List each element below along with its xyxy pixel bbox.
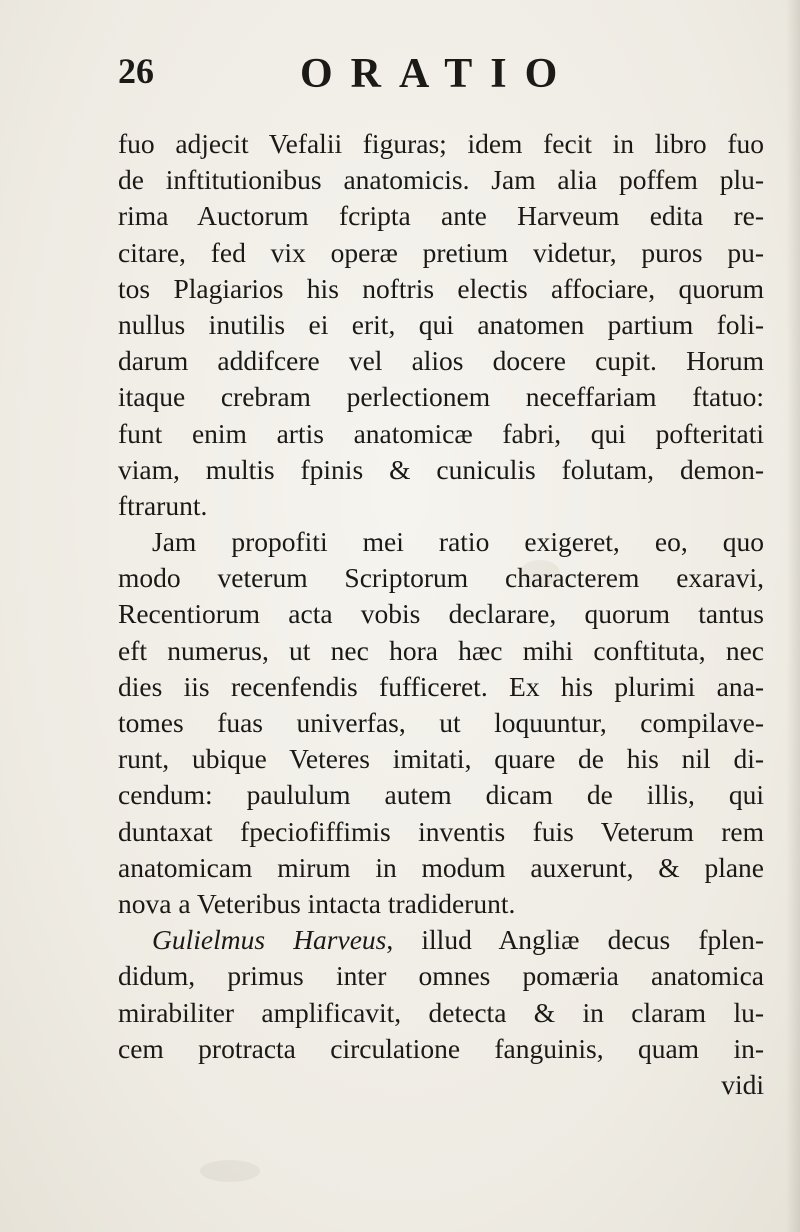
text-line: Recentiorum acta vobis declarare, quorum tantus bbox=[118, 598, 764, 630]
text-line: ftrarunt. bbox=[118, 489, 208, 521]
text-run: , illud Angliæ decus fplen- bbox=[386, 924, 764, 956]
text-line: dies iis recenfendis fufficeret. Ex his plurimi ana- bbox=[118, 670, 764, 702]
text-line: de inftitutionibus anatomicis. Jam alia poffem plu- bbox=[118, 164, 764, 196]
page-number: 26 bbox=[118, 51, 154, 91]
text-line: darum addifcere vel alios docere cupit. Horum bbox=[118, 345, 764, 377]
text-line: runt, ubique Veteres imitati, quare de his nil di- bbox=[118, 743, 764, 775]
text-line: nova a Veteribus intacta tradiderunt. bbox=[118, 887, 516, 919]
text-line: mirabiliter amplificavit, detecta & in claram lu- bbox=[118, 996, 764, 1028]
text-line: eft numerus, ut nec hora hæc mihi conftituta, nec bbox=[118, 634, 764, 666]
text-line: fuo adjecit Vefalii figuras; idem fecit in libro fuo bbox=[118, 128, 764, 159]
author-name: Gulielmus Harveus bbox=[152, 924, 387, 956]
text-line: nullus inutilis ei erit, qui anatomen partium foli- bbox=[118, 308, 764, 340]
body-text bbox=[118, 126, 764, 1103]
page-edge-shadow bbox=[786, 0, 800, 1232]
text-line: anatomicam mirum in modum auxerunt, & plane bbox=[118, 851, 764, 883]
text-line: viam, multis fpinis & cuniculis folutam, demon- bbox=[118, 453, 764, 485]
text-line: rima Auctorum fcripta ante Harveum edita re- bbox=[118, 200, 764, 232]
paper-stain bbox=[200, 1160, 260, 1182]
text-line: funt enim artis anatomicæ fabri, qui pofteritati bbox=[118, 417, 764, 449]
catchword-line bbox=[118, 1067, 764, 1103]
running-title: ORATIO bbox=[300, 51, 576, 97]
page-header bbox=[0, 50, 800, 110]
text-line: cem protracta circulatione fanguinis, quam in- bbox=[118, 1032, 764, 1064]
text-line: Jam propofiti mei ratio exigeret, eo, quo bbox=[152, 526, 764, 558]
text-line: cendum: paululum autem dicam de illis, qui bbox=[118, 779, 764, 811]
text-line: tos Plagiarios his noftris electis affociare, quorum bbox=[118, 272, 764, 304]
text-line: citare, fed vix operæ pretium videtur, puros pu- bbox=[118, 236, 764, 268]
text-line: tomes fuas univerfas, ut loquuntur, compilave- bbox=[118, 707, 764, 738]
text-line bbox=[118, 922, 764, 958]
text-line: didum, primus inter omnes pomæria anatomica bbox=[118, 960, 764, 992]
text-line: duntaxat fpeciofiffimis inventis fuis Veterum rem bbox=[118, 815, 764, 847]
text-line: itaque crebram perlectionem neceffariam ftatuo: bbox=[118, 381, 764, 413]
catchword: vidi bbox=[721, 1068, 764, 1100]
text-line: modo veterum Scriptorum characterem exaravi, bbox=[118, 562, 764, 594]
